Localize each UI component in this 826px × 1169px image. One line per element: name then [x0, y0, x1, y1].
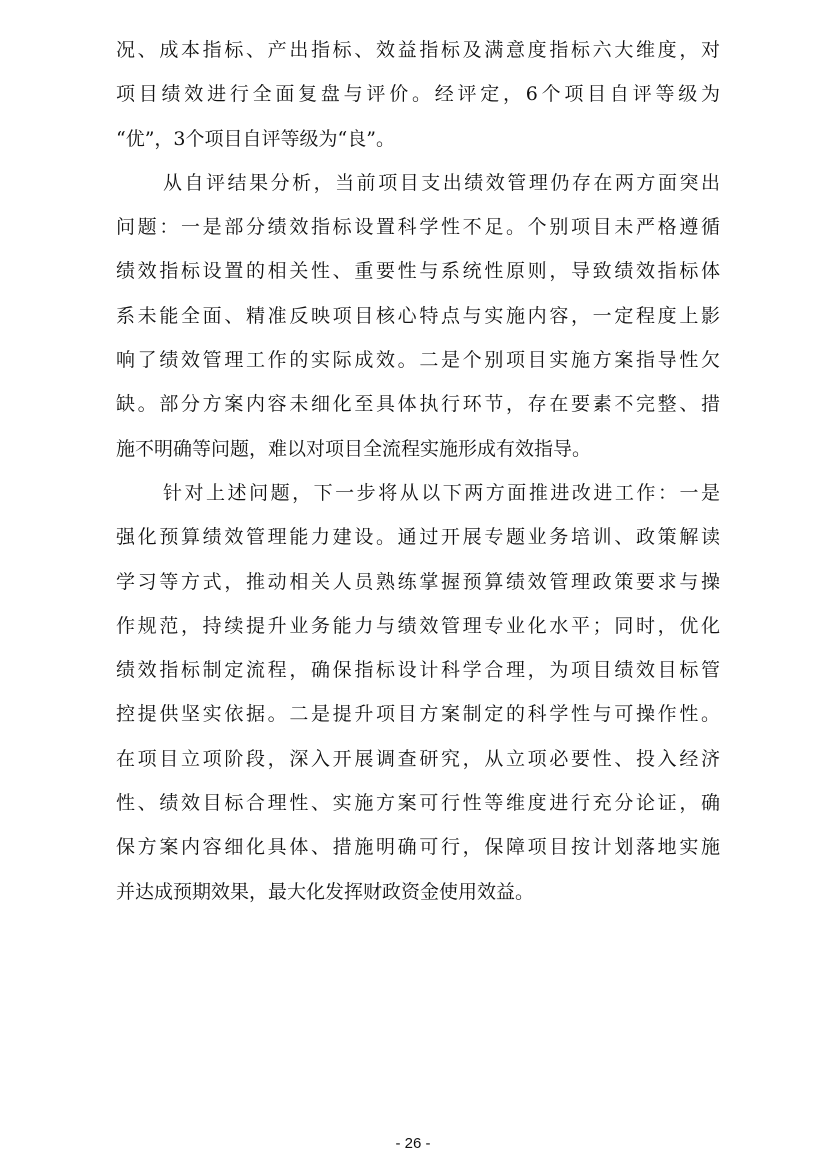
body-text	[116, 28, 720, 914]
text-line: 绩效指标设置的相关性、重要性与系统性原则，导致绩效指标体	[116, 260, 720, 283]
text-line: 绩效指标制定流程，确保指标设计科学合理，为项目绩效目标管	[116, 659, 720, 682]
text-line: 在项目立项阶段，深入开展调查研究，从立项必要性、投入经济	[116, 747, 720, 770]
text-line: “优”，3个项目自评等级为“良”。	[116, 127, 395, 150]
text-line: 施不明确等问题，难以对项目全流程实施形成有效指导。	[116, 437, 592, 460]
text-line: 况、成本指标、产出指标、效益指标及满意度指标六大维度，对	[116, 39, 720, 61]
text-line: 系未能全面、精准反映项目核心特点与实施内容，一定程度上影	[116, 304, 720, 327]
text-line: 从自评结果分析，当前项目支出绩效管理仍存在两方面突出	[163, 171, 720, 194]
text-line: 缺。部分方案内容未细化至具体执行环节，存在要素不完整、措	[116, 393, 720, 416]
text-line: 响了绩效管理工作的实际成效。二是个别项目实施方案指导性欠	[116, 349, 720, 372]
page-number: - 26 -	[395, 1135, 431, 1152]
text-line: 保方案内容细化具体、措施明确可行，保障项目按计划落地实施	[116, 836, 720, 859]
text-line: 强化预算绩效管理能力建设。通过开展专题业务培训、政策解读	[116, 526, 720, 549]
text-line: 学习等方式，推动相关人员熟练掌握预算绩效管理政策要求与操	[116, 570, 720, 593]
text-line: 控提供坚实依据。二是提升项目方案制定的科学性与可操作性。	[116, 703, 720, 726]
text-line: 项目绩效进行全面复盘与评价。经评定，6个项目自评等级为	[116, 83, 720, 106]
text-line: 并达成预期效果，最大化发挥财政资金使用效益。	[116, 880, 535, 903]
text-line: 问题：一是部分绩效指标设置科学性不足。个别项目未严格遵循	[116, 216, 720, 239]
text-line: 性、绩效目标合理性、实施方案可行性等维度进行充分论证，确	[116, 792, 720, 815]
text-line: 针对上述问题，下一步将从以下两方面推进改进工作：一是	[163, 481, 720, 504]
text-line: 作规范，持续提升业务能力与绩效管理专业化水平；同时，优化	[116, 614, 720, 637]
